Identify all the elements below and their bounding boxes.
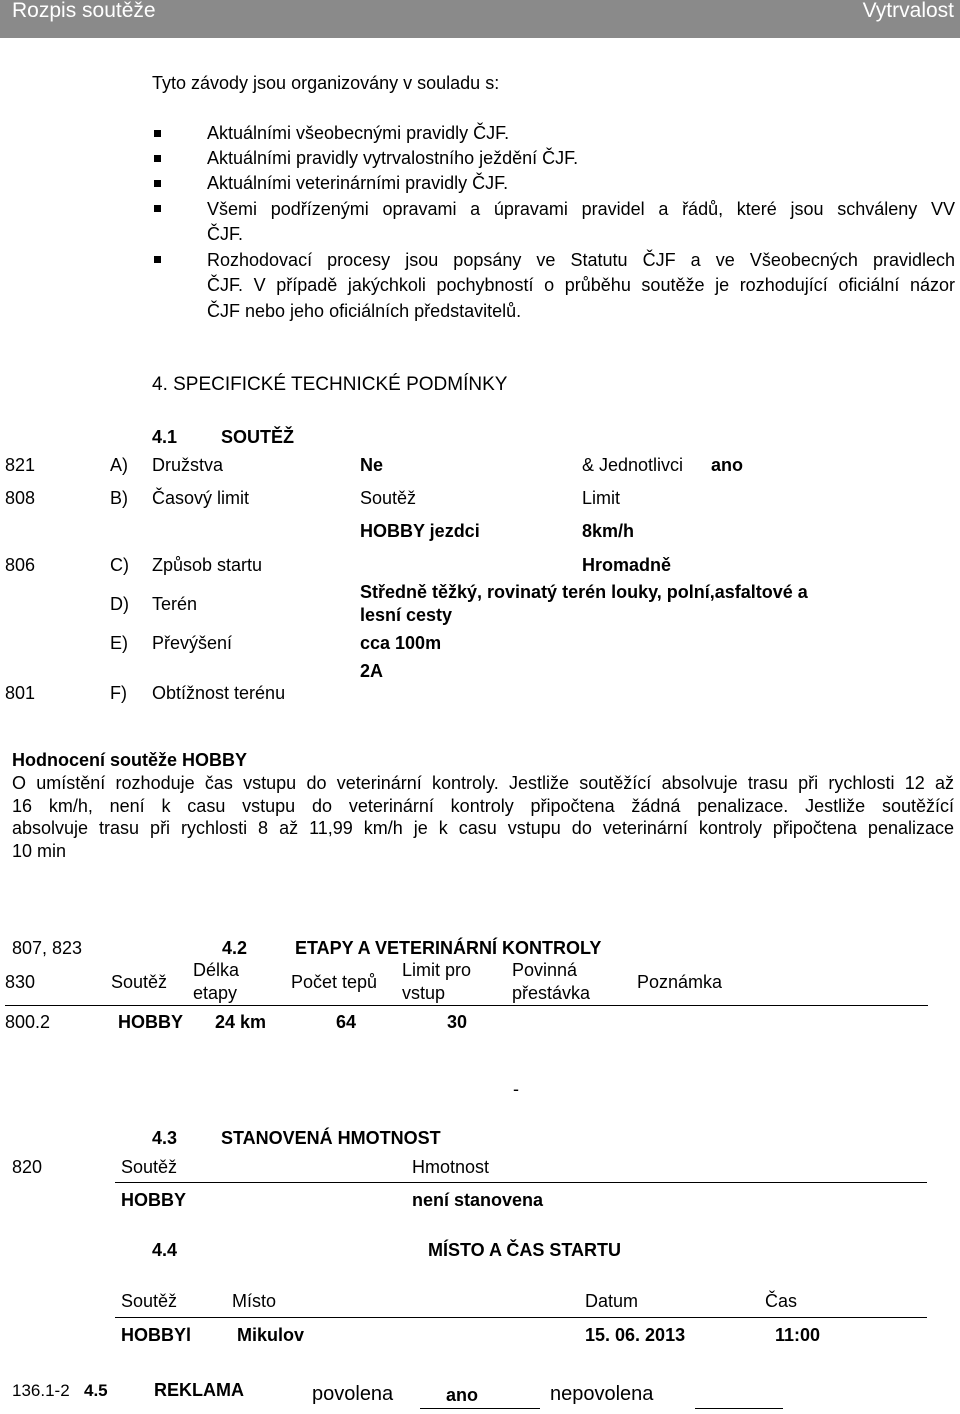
s42-title: ETAPY A VETERINÁRNÍ KONTROLY [295,938,602,958]
s44-title: MÍSTO A ČAS STARTU [428,1240,621,1260]
s44-header: Datum [585,1291,639,1311]
bullet-icon [154,256,161,263]
s41-code: 801 [5,683,36,703]
s43-header: Soutěž [121,1157,178,1177]
s41-value: & Jednotlivci [582,455,684,475]
rule-item: Aktuálními pravidly vytrvalostního ježdění ČJF. [207,148,579,168]
s41-value: 2A [360,661,384,681]
s41-label: Terén [152,594,198,614]
s42-header: Počet tepů [291,972,378,992]
rule-item: Všemi podřízenými opravami a úpravami pravidel a řádů, které jsou schváleny VV [207,199,955,219]
s45-num: 4.5 [84,1381,108,1400]
s45-option: nepovolena [550,1383,654,1405]
hodnoceni-line: absolvuje trasu při rychlosti 8 až 11,99 km/h je k casu vstupu do veterinární kontroly připočtena penalizace [12,818,954,838]
s42-header: Délka [193,960,240,980]
s42-cell: 30 [447,1012,468,1032]
s41-letter: B) [110,488,128,508]
s42-divider [5,1005,928,1006]
s44-cell: 11:00 [775,1325,821,1345]
hodnoceni-title: Hodnocení soutěže HOBBY [12,750,248,770]
s41-value: Soutěž [360,488,417,508]
hodnoceni-line: O umístění rozhoduje čas vstupu do veterinární kontroly. Jestliže soutěžící absolvuje trasu při rychlosti 12 až [12,773,954,793]
s41-value: Středně těžký, rovinatý terén louky, polní,asfaltové a [360,582,808,602]
s45-option-selected: ano [446,1385,479,1405]
s45-underline [420,1408,540,1409]
s41-letter: E) [110,633,128,653]
intro-text: Tyto závody jsou organizovány v souladu s: [152,73,500,93]
header-title-right: Vytrvalost [862,0,954,22]
s42-cell: 24 km [215,1012,267,1032]
s43-header: Hmotnost [412,1157,490,1177]
s44-cell: 15. 06. 2013 [585,1325,686,1345]
rule-item: Rozhodovací procesy jsou popsány ve Statutu ČJF a ve Všeobecných pravidlech [207,250,955,270]
s42-header: etapy [193,983,238,1003]
s45-code: 136.1-2 [12,1381,70,1400]
rule-item: Aktuálními veterinárními pravidly ČJF. [207,173,509,193]
s44-header: Místo [232,1291,277,1311]
s44-cell: Mikulov [237,1325,305,1345]
s44-cell: HOBBYl [121,1325,192,1345]
s41-label: Družstva [152,455,224,475]
s41-letter: C) [110,555,129,575]
s44-header: Soutěž [121,1291,178,1311]
s43-cell: není stanovena [412,1190,544,1210]
s42-header: přestávka [512,983,591,1003]
header-bar [0,0,960,38]
rule-item: Aktuálními všeobecnými pravidly ČJF. [207,123,510,143]
s42-codes: 807, 823 [12,938,83,958]
s43-cell: HOBBY [121,1190,187,1210]
s43-title: STANOVENÁ HMOTNOST [221,1128,441,1148]
s41-label: Časový limit [152,488,250,508]
s42-header: 830 [5,972,36,992]
s43-code: 820 [12,1157,43,1177]
s41-value: lesní cesty [360,605,453,625]
s44-divider [115,1317,927,1318]
s44-header: Čas [765,1291,798,1311]
rule-item: ČJF. V případě jakýchkoli pochybností o průběhu soutěže je rozhodující oficiální názor [207,275,955,295]
bullet-icon [154,180,161,187]
s42-cell: 64 [336,1012,357,1032]
s41-letter: A) [110,455,128,475]
s42-header: Limit pro [402,960,472,980]
bullet-icon [154,155,161,162]
s45-underline [695,1408,783,1409]
hodnoceni-line: 10 min [12,841,67,861]
s41-value: ano [711,455,744,475]
s41-code: 806 [5,555,36,575]
s42-header: vstup [402,983,446,1003]
rule-item: ČJF nebo jeho oficiálních představitelů. [207,301,522,321]
s43-num: 4.3 [152,1128,178,1148]
header-title-left: Rozpis soutěže [12,0,156,22]
s44-num: 4.4 [152,1240,178,1260]
s41-value: HOBBY jezdci [360,521,480,541]
s41-value: Limit [582,488,621,508]
s41-label: Obtížnost terénu [152,683,286,703]
rule-item: ČJF. [207,224,243,244]
s41-value: Ne [360,455,384,475]
s42-header: Poznámka [637,972,723,992]
s45-title: REKLAMA [154,1380,244,1400]
s41-label: Převýšení [152,633,233,653]
s41-letter: D) [110,594,129,614]
bullet-icon [154,205,161,212]
hodnoceni-line: 16 km/h, není k casu vstupu do veterinární kontroly připočtena žádná penalizace. Jestliže soutěžící [12,796,954,816]
s41-value: cca 100m [360,633,442,653]
s41-label: Způsob startu [152,555,263,575]
s41-code: 821 [5,455,36,475]
s42-dash: - [513,1079,519,1099]
s43-divider [115,1182,927,1183]
s41-value: Hromadně [582,555,672,575]
s42-header: Povinná [512,960,578,980]
bullet-icon [154,130,161,137]
s42-header: Soutěž [111,972,168,992]
s41-code: 808 [5,488,36,508]
s45-option: povolena [312,1383,394,1405]
s42-num: 4.2 [222,938,248,958]
s41-letter: F) [110,683,127,703]
s42-cell: 800.2 [5,1012,51,1032]
s42-cell: HOBBY [118,1012,184,1032]
s41-title: SOUTĚŽ [221,427,295,447]
section-4-title: 4. SPECIFICKÉ TECHNICKÉ PODMÍNKY [152,374,508,395]
s41-num: 4.1 [152,427,178,447]
s41-value: 8km/h [582,521,635,541]
